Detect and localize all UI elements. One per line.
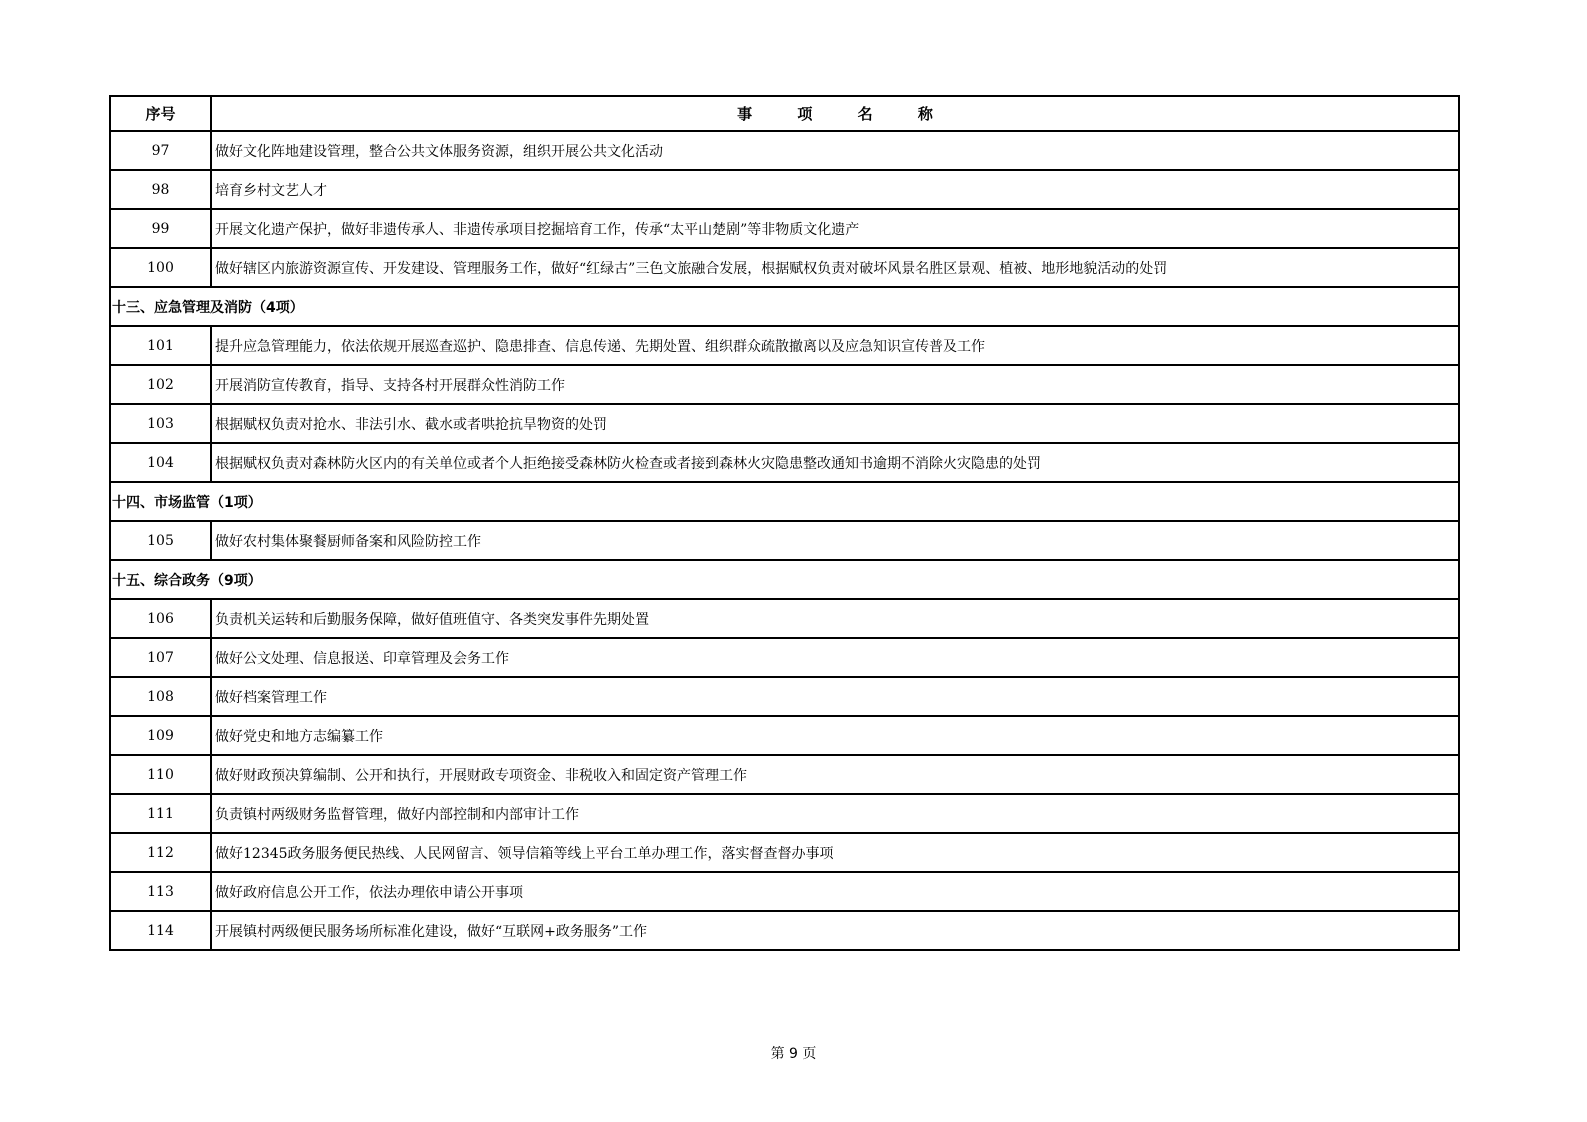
table-row xyxy=(110,131,1459,170)
item-name-cell: 做好辖区内旅游资源宣传、开发建设、管理服务工作，做好“红绿古”三色文旅融合发展，根据赋权负责对破坏风景名胜区景观、植被、地形地貌活动的处罚 xyxy=(211,248,1459,287)
item-name-cell: 培育乡村文艺人才 xyxy=(211,170,1459,209)
item-name-cell: 做好公文处理、信息报送、印章管理及会务工作 xyxy=(211,638,1459,677)
header-serial-number: 序号 xyxy=(110,96,211,131)
item-name-cell: 开展消防宣传教育，指导、支持各村开展群众性消防工作 xyxy=(211,365,1459,404)
header-title-char: 事 xyxy=(737,105,753,123)
serial-number-cell: 109 xyxy=(110,716,211,755)
page-number: 第 9 页 xyxy=(770,1046,817,1062)
serial-number-cell: 104 xyxy=(110,443,211,482)
header-title-char: 称 xyxy=(917,105,933,123)
item-name-cell: 做好财政预决算编制、公开和执行，开展财政专项资金、非税收入和固定资产管理工作 xyxy=(211,755,1459,794)
serial-number-cell: 101 xyxy=(110,326,211,365)
table-row xyxy=(110,443,1459,482)
items-table xyxy=(109,95,1460,951)
table-row xyxy=(110,755,1459,794)
serial-number-cell: 105 xyxy=(110,521,211,560)
serial-number-cell: 103 xyxy=(110,404,211,443)
item-name-cell: 做好档案管理工作 xyxy=(211,677,1459,716)
table-row xyxy=(110,794,1459,833)
section-header-row xyxy=(110,287,1459,326)
section-header-row xyxy=(110,482,1459,521)
serial-number-cell: 102 xyxy=(110,365,211,404)
item-name-cell: 根据赋权负责对抢水、非法引水、截水或者哄抢抗旱物资的处罚 xyxy=(211,404,1459,443)
table-row xyxy=(110,677,1459,716)
table-row xyxy=(110,599,1459,638)
table-row xyxy=(110,521,1459,560)
serial-number-cell: 97 xyxy=(110,131,211,170)
table-row xyxy=(110,911,1459,950)
item-name-cell: 负责镇村两级财务监督管理，做好内部控制和内部审计工作 xyxy=(211,794,1459,833)
table-row xyxy=(110,326,1459,365)
serial-number-cell: 99 xyxy=(110,209,211,248)
item-name-cell: 开展镇村两级便民服务场所标准化建设，做好“互联网+政务服务”工作 xyxy=(211,911,1459,950)
item-name-cell: 负责机关运转和后勤服务保障，做好值班值守、各类突发事件先期处置 xyxy=(211,599,1459,638)
serial-number-cell: 108 xyxy=(110,677,211,716)
table-row xyxy=(110,170,1459,209)
serial-number-cell: 111 xyxy=(110,794,211,833)
serial-number-cell: 106 xyxy=(110,599,211,638)
serial-number-cell: 114 xyxy=(110,911,211,950)
section-title: 十五、综合政务（9项） xyxy=(110,560,1459,599)
header-item-name xyxy=(211,96,1459,131)
serial-number-cell: 112 xyxy=(110,833,211,872)
item-name-cell: 根据赋权负责对森林防火区内的有关单位或者个人拒绝接受森林防火检查或者接到森林火灾隐患整改通知书逾期不消除火灾隐患的处罚 xyxy=(211,443,1459,482)
header-title-char: 项 xyxy=(797,105,813,123)
serial-number-cell: 113 xyxy=(110,872,211,911)
table-row xyxy=(110,365,1459,404)
table-header-row xyxy=(110,96,1459,131)
table-row xyxy=(110,248,1459,287)
serial-number-cell: 110 xyxy=(110,755,211,794)
table-row xyxy=(110,404,1459,443)
item-name-cell: 做好党史和地方志编纂工作 xyxy=(211,716,1459,755)
item-name-cell: 做好12345政务服务便民热线、人民网留言、领导信箱等线上平台工单办理工作，落实督查督办事项 xyxy=(211,833,1459,872)
item-name-cell: 做好政府信息公开工作，依法办理依申请公开事项 xyxy=(211,872,1459,911)
header-title-char: 名 xyxy=(857,105,873,123)
item-name-cell: 提升应急管理能力，依法依规开展巡查巡护、隐患排查、信息传递、先期处置、组织群众疏散撤离以及应急知识宣传普及工作 xyxy=(211,326,1459,365)
serial-number-cell: 100 xyxy=(110,248,211,287)
serial-number-cell: 98 xyxy=(110,170,211,209)
table-row xyxy=(110,833,1459,872)
item-name-cell: 开展文化遗产保护，做好非遗传承人、非遗传承项目挖掘培育工作，传承“太平山楚剧”等非物质文化遗产 xyxy=(211,209,1459,248)
section-header-row xyxy=(110,560,1459,599)
section-title: 十四、市场监管（1项） xyxy=(110,482,1459,521)
table-row xyxy=(110,716,1459,755)
item-name-cell: 做好农村集体聚餐厨师备案和风险防控工作 xyxy=(211,521,1459,560)
section-title: 十三、应急管理及消防（4项） xyxy=(110,287,1459,326)
table-row xyxy=(110,872,1459,911)
table-row xyxy=(110,638,1459,677)
table-row xyxy=(110,209,1459,248)
item-name-cell: 做好文化阵地建设管理，整合公共文体服务资源，组织开展公共文化活动 xyxy=(211,131,1459,170)
serial-number-cell: 107 xyxy=(110,638,211,677)
